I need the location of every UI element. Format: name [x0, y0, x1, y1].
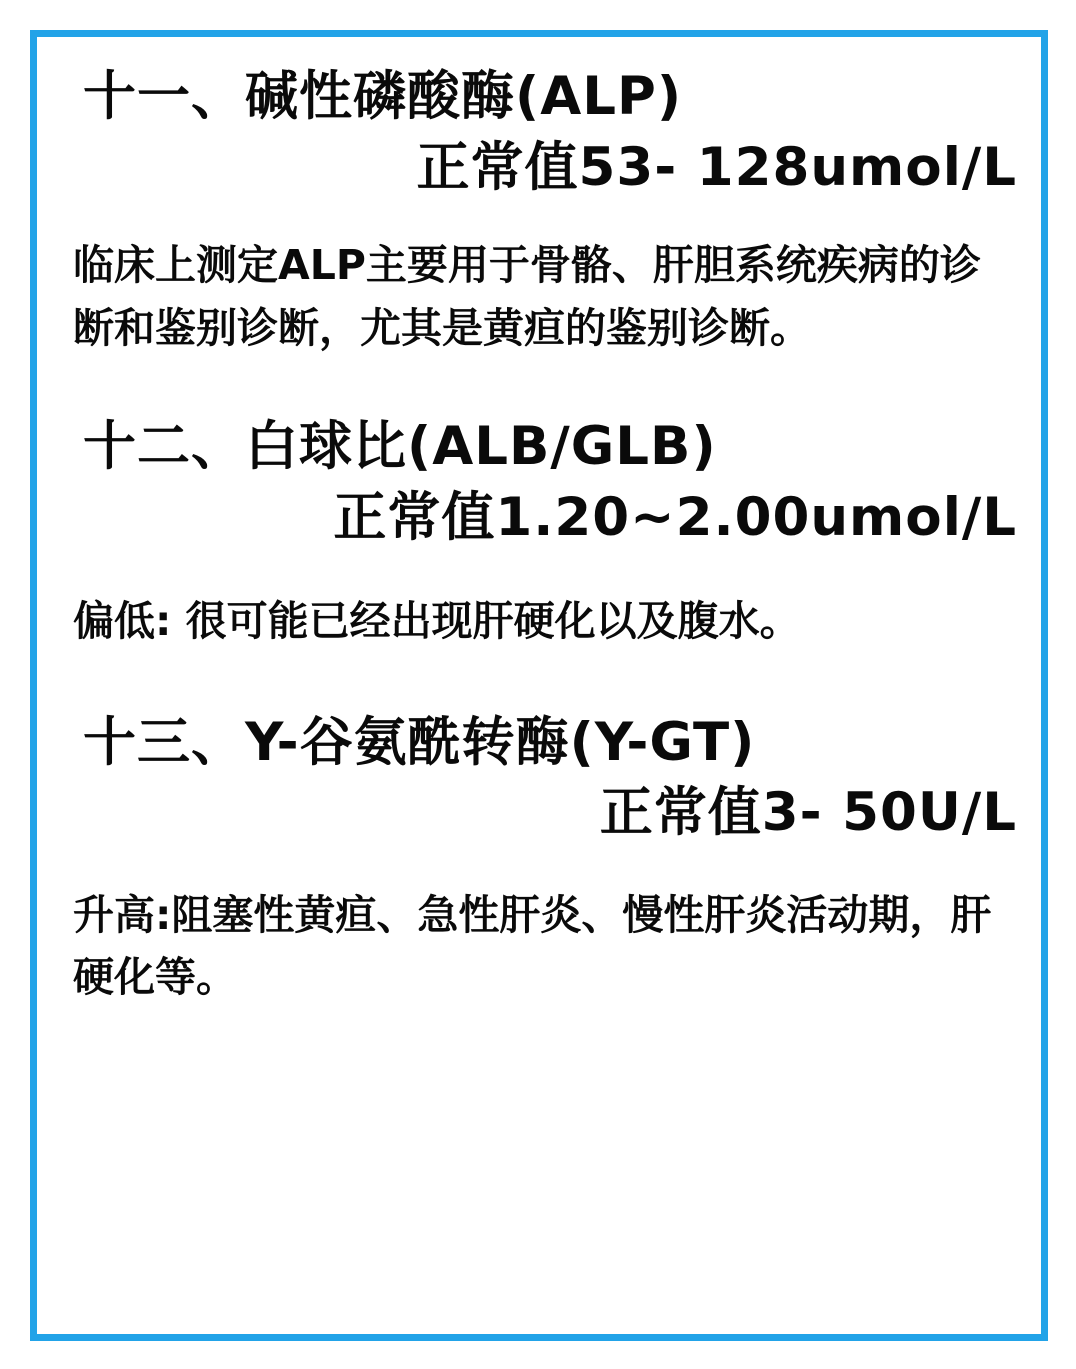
section-heading-alb-glb	[73, 415, 1021, 550]
section-title-ggt: 十三、Y-谷氨酰转酶(Y-GT)	[83, 711, 756, 773]
section-body-alb-glb: 偏低: 很可能已经出现肝硬化以及腹水。	[73, 597, 801, 646]
section-body-ggt: 升高:阻塞性黄疸、急性肝炎、慢性肝炎活动期，肝硬化等。	[73, 890, 992, 1002]
section-alp	[73, 65, 1021, 359]
section-heading-alp	[73, 65, 1021, 200]
content-frame	[30, 30, 1048, 1341]
section-reference-value-alb-glb: 正常值1.20~2.00umol/L	[333, 486, 1017, 548]
section-title-alb-glb: 十二、白球比(ALB/GLB)	[83, 415, 717, 477]
section-reference-value-alp: 正常值53- 128umol/L	[416, 136, 1017, 198]
section-body-alp: 临床上测定ALP主要用于骨骼、肝胆系统疾病的诊断和鉴别诊断，尤其是黄疸的鉴别诊断。	[73, 241, 981, 352]
section-heading-ggt	[73, 711, 1021, 846]
section-alb-glb	[73, 415, 1021, 653]
section-reference-value-ggt: 正常值3- 50U/L	[599, 782, 1017, 844]
section-ggt	[73, 711, 1021, 1009]
section-title-alp: 十一、碱性磷酸酶(ALP)	[83, 66, 683, 127]
